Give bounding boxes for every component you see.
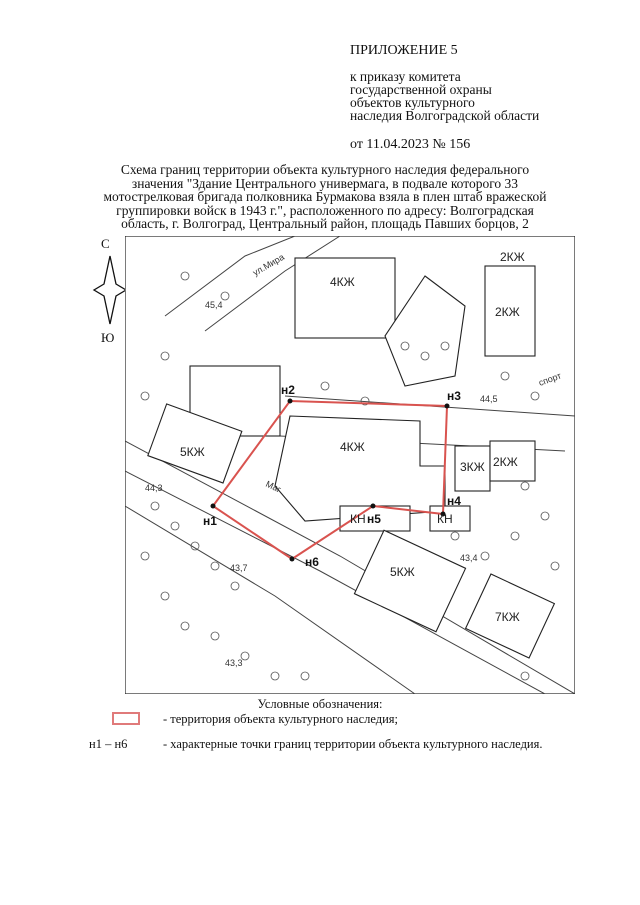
title-line: мотострелковая бригада полковника Бурмакова взяла в плен штаб вражеской: [103, 189, 547, 204]
map-label: Маг: [264, 478, 283, 495]
title-line: значения "Здание Центрального универмага, в подвале которого 33: [131, 175, 519, 191]
legend-title: Условные обозначения:: [257, 697, 383, 711]
map-label: ул.Мира: [251, 251, 286, 278]
building-label: КН: [350, 512, 366, 526]
building-label: КН: [437, 512, 453, 526]
building-label: 4КЖ: [340, 440, 365, 454]
title-line: область, г. Волгоград, Центральный район, площадь Павших борцов, 2: [121, 216, 529, 231]
title-line: Схема границ территории объекта культурного наследия федерального: [120, 162, 530, 177]
order-line: государственной охраны: [350, 82, 492, 97]
map-label: 43,4: [460, 553, 478, 563]
building-label: 2КЖ: [493, 455, 518, 469]
order-reference: [350, 70, 539, 122]
building-label: 2КЖ: [495, 305, 520, 319]
point-label-n1: н1: [203, 514, 217, 528]
building-label: 7КЖ: [495, 610, 520, 624]
building-label: 4КЖ: [330, 275, 355, 289]
site-map: [125, 236, 575, 694]
order-line: объектов культурного: [350, 95, 475, 110]
map-label: 44,3: [145, 483, 163, 493]
point-label-n3: н3: [447, 389, 461, 403]
order-date: от 11.04.2023 № 156: [350, 137, 471, 152]
document-title: [90, 163, 560, 231]
compass-rose: [92, 236, 128, 346]
point-label-n6: н6: [305, 555, 319, 569]
compass-north-label: С: [101, 236, 110, 251]
map-label: 43,7: [230, 563, 248, 573]
legend-area-description: - территория объекта культурного наследия;: [163, 712, 399, 726]
legend-points-description: - характерные точки границ территории объекта культурного наследия.: [163, 737, 543, 751]
building-label: 5КЖ: [390, 565, 415, 579]
order-line: к приказу комитета: [350, 69, 461, 84]
building-label: 2КЖ: [500, 250, 525, 264]
legend-points-key: н1 – н6: [89, 737, 128, 751]
point-label-n2: н2: [281, 383, 295, 397]
compass-arrow-icon: [92, 254, 128, 326]
building-label: 5КЖ: [180, 445, 205, 459]
building-label: 3КЖ: [460, 460, 485, 474]
point-label-n4: н4: [447, 494, 461, 508]
legend-area-swatch: [112, 712, 140, 725]
compass-south-label: Ю: [101, 330, 115, 345]
map-label: спорт: [537, 370, 563, 388]
map-label: 43,3: [225, 658, 243, 668]
order-line: наследия Волгоградской области: [350, 108, 540, 123]
point-label-n5: н5: [367, 512, 381, 526]
appendix-title: ПРИЛОЖЕНИЕ 5: [350, 43, 458, 58]
title-line: группировки войск в 1943 г.", расположенного по адресу: Волгоградская: [116, 202, 534, 218]
map-label: 45,4: [205, 300, 223, 310]
map-label: 44,5: [480, 394, 498, 404]
